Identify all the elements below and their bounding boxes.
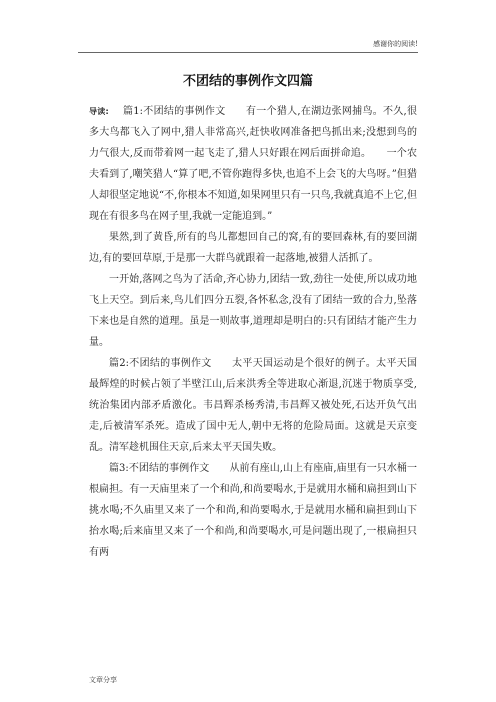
paragraph-1-text: 篇1:不团结的事例作文 有一个猎人,在湖边张网捕鸟。不久,很多大鸟都飞入了网中,猎人非常高兴,赶快收网准备把鸟抓出来;没想到鸟的力气很大,反而带着网一起飞走了,猎人只好跟在网后面拼命追。 一个农夫看到了,嘲笑猎人“算了吧,不管你跑得多快,也追不上会飞的大鸟呀。”但猎人却很坚定地说“不,你根本不知道,如果网里只有一只鸟,我就真追不上它,但现在有很多鸟在网子里,我就一定能追到。” — [89, 106, 417, 222]
paragraph-5: 篇3:不团结的事例作文 从前有座山,山上有座庙,庙里有一只水桶一根扁担。有一天庙里来了一个和尚,和尚要喝水,于是就用水桶和扁担到山下挑水喝;不久庙里又来了一个和尚,和尚要喝水,于是就用水桶和扁担到山下抬水喝;后来庙里又来了一个和尚,和尚要喝水,可是问题出现了,一根扁担只有两 — [89, 463, 417, 558]
lead-label: 导读: — [89, 107, 109, 116]
header-text: 感谢你的阅读! — [373, 40, 418, 48]
page-header — [78, 38, 418, 53]
paragraph-1 — [89, 101, 417, 227]
paragraph-4: 篇2:不团结的事例作文 太平天国运动是个很好的例子。太平天国最辉煌的时候占领了半壁江山,后来洪秀全等进取心渐退,沉迷于物质享受,统治集团内部矛盾激化。韦昌辉杀杨秀清,韦昌辉又被处死,石达开负气出走,后被清军杀死。造成了国中无人,朝中无将的危险局面。这就是天京变乱。清军趁机围住天京,后来太平天国失败。 — [89, 358, 417, 453]
document-title: 不团结的事例作文四篇 — [182, 74, 313, 89]
paragraph-2: 果然,到了黄昏,所有的鸟儿都想回自己的窝,有的要回森林,有的要回湖边,有的要回草原,于是那一大群鸟就跟着一起落地,被猎人活抓了。 — [89, 232, 417, 264]
page-footer: 文章分享 — [89, 676, 117, 684]
paragraph-3: 一开始,落网之鸟为了活命,齐心协力,团结一致,劲往一处使,所以成功地飞上天空。到后来,鸟儿们四分五裂,各怀私念,没有了团结一致的合力,坠落下来也是自然的道理。虽是一则故事,道理却是明白的:只有团结才能产生力量。 — [89, 274, 417, 348]
document-body — [89, 101, 417, 563]
